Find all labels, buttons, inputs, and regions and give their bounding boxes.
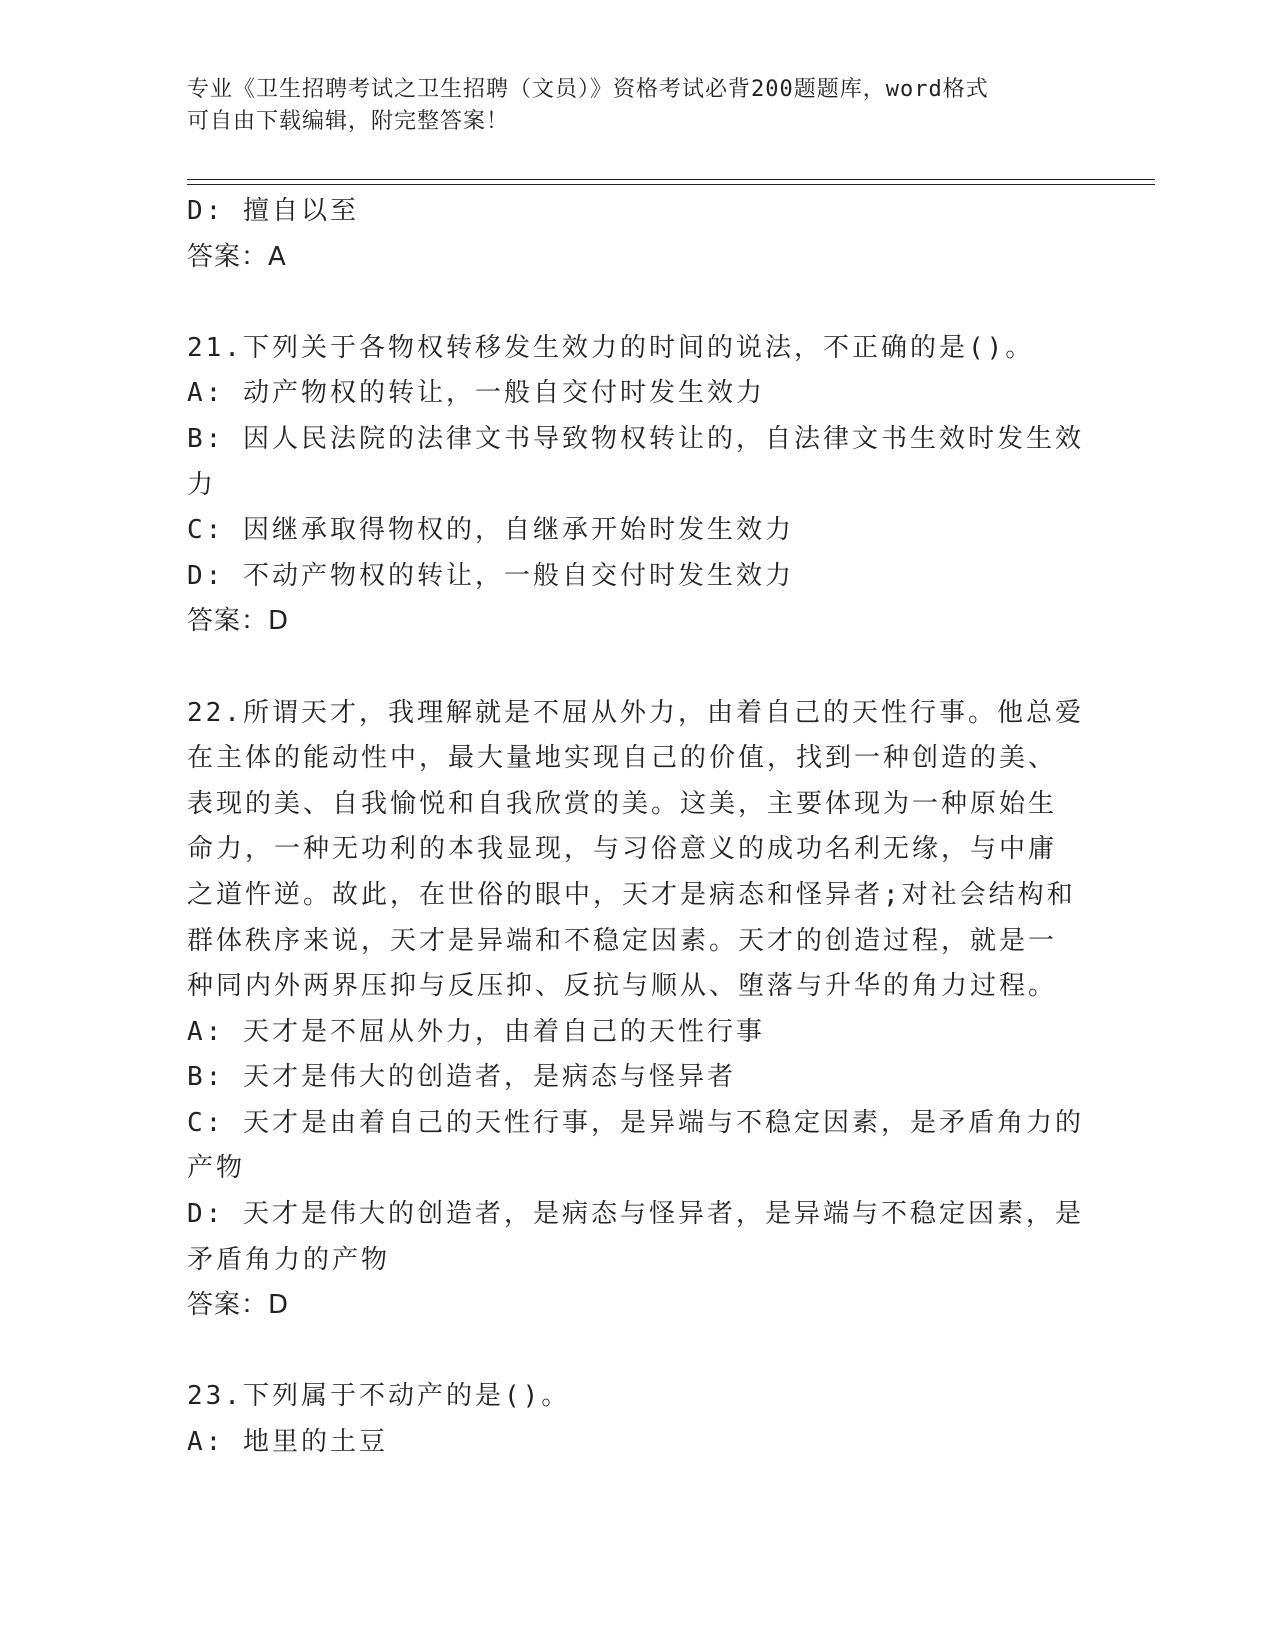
option-a: A: 天才是不屈从外力，由着自己的天性行事: [187, 1016, 765, 1047]
answer-line: 答案：D: [187, 606, 290, 637]
option-d: D: 擅自以至: [187, 196, 359, 226]
option-d: D: 不动产物权的转让，一般自交付时发生效力: [187, 560, 794, 591]
option-c: C: 因继承取得物权的，自继承开始时发生效力: [187, 515, 794, 546]
question-22: [187, 691, 1087, 1329]
previous-question-tail: [187, 189, 1087, 280]
question-stem: 23.下列属于不动产的是()。: [187, 1381, 571, 1412]
question-stem: 21.下列关于各物权转移发生效力的时间的说法，不正确的是()。: [187, 332, 1035, 363]
header-rule-top: [187, 179, 1155, 180]
question-23: [187, 1374, 1087, 1465]
question-stem: 22.所谓天才，我理解就是不屈从外力，由着自己的天性行事。他总爱: [187, 697, 1084, 728]
question-stem-continued: 表现的美、自我愉悦和自我欣赏的美。这美，主要体现为一种原始生: [187, 788, 1058, 819]
option-b: B: 因人民法院的法律文书导致物权转让的，自法律文书生效时发生效: [187, 423, 1084, 454]
header-title-line-2: 可自由下载编辑，附完整答案！: [187, 109, 510, 134]
question-stem-continued: 之道忤逆。故此，在世俗的眼中，天才是病态和怪异者;对社会结构和: [187, 879, 1076, 910]
option-d: D: 天才是伟大的创造者，是病态与怪异者，是异端与不稳定因素，是: [187, 1199, 1084, 1230]
header-title-line-1: 专业《卫生招聘考试之卫生招聘（文员）》资格考试必背200题题库，word格式: [187, 77, 989, 102]
option-b-continued: 力: [187, 469, 217, 500]
question-stem-continued: 种同内外两界压抑与反压抑、反抗与顺从、堕落与升华的角力过程。: [187, 971, 1058, 1002]
option-a: A: 地里的土豆: [187, 1427, 388, 1458]
spacer: [187, 645, 1087, 691]
option-a: A: 动产物权的转让，一般自交付时发生效力: [187, 378, 765, 409]
header-rule-bottom: [187, 184, 1155, 185]
answer-line: 答案：A: [187, 241, 287, 272]
answer-line: 答案：D: [187, 1290, 290, 1321]
question-stem-continued: 群体秩序来说，天才是异端和不稳定因素。天才的创造过程，就是一: [187, 925, 1058, 956]
option-d-continued: 矛盾角力的产物: [187, 1244, 391, 1275]
question-21: [187, 326, 1087, 645]
spacer: [187, 1329, 1087, 1375]
question-stem-continued: 在主体的能动性中，最大量地实现自己的价值，找到一种创造的美、: [187, 743, 1058, 774]
option-c-continued: 产物: [187, 1153, 246, 1184]
option-c: C: 天才是由着自己的天性行事，是异端与不稳定因素，是矛盾角力的: [187, 1107, 1084, 1138]
document-body: [187, 189, 1087, 1466]
spacer: [187, 280, 1087, 326]
question-stem-continued: 命力，一种无功利的本我显现，与习俗意义的成功名利无缘，与中庸: [187, 834, 1058, 865]
page-header: [187, 74, 1087, 138]
option-b: B: 天才是伟大的创造者，是病态与怪异者: [187, 1062, 736, 1093]
